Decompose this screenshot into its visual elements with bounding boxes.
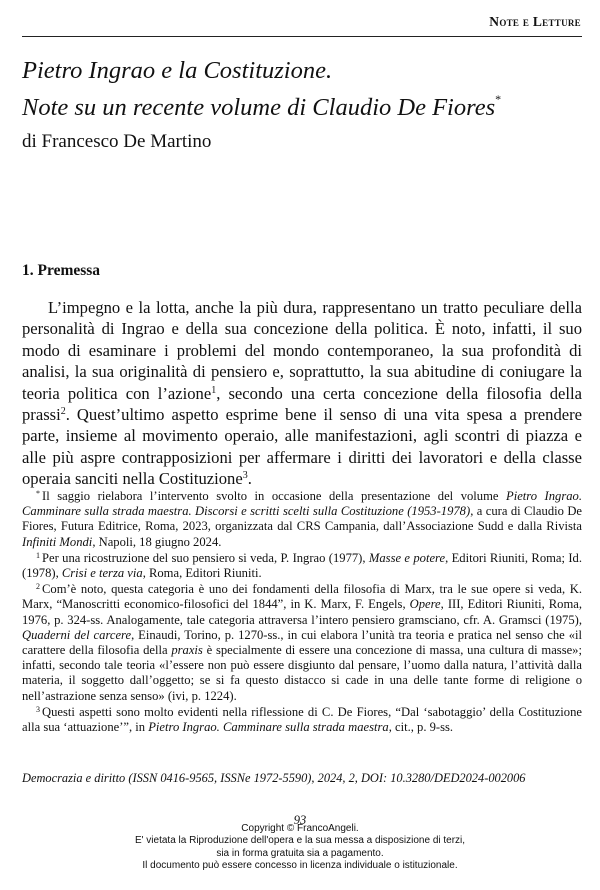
section-header: Note e Letture bbox=[489, 14, 581, 29]
copyright-line-2: E' vietata la Riproduzione dell'opera e la sua messa a disposizione di terzi, bbox=[134, 835, 466, 847]
title-footnote-marker[interactable]: * bbox=[495, 92, 502, 106]
book-title: Opere bbox=[409, 597, 441, 612]
title-line-2: Note su un recente volume di Claudio De Fiores bbox=[22, 94, 496, 121]
footnote-text: , Einaudi, Torino, p. 1270-ss., in cui elabora l’unità tra teoria e pratica nel senso che «il carattere della filosofia della bbox=[22, 627, 582, 658]
footnote-text: , cit., p. 9-ss. bbox=[388, 720, 454, 735]
book-title: Pietro Ingrao. Camminare sulla strada maestra bbox=[148, 720, 389, 735]
footnote-text: Com’è noto, questa categoria è uno dei fondamenti della filosofia di Marx, tra le sue opere si veda, K. Marx, “Manoscritti economico-filosofici del 1844”, in K. Marx, F. Engels, bbox=[22, 582, 582, 612]
body-paragraph bbox=[22, 297, 582, 490]
footnote-text: , Roma, Editori Riuniti. bbox=[142, 566, 262, 581]
footnote-text: , Napoli, 18 giugno 2024. bbox=[92, 534, 222, 549]
paragraph-text-1: L’impegno e la lotta, anche la più dura, rappresentano un tratto peculiare della personalità di Ingrao e della sua concezione della politica. È noto, infatti, il suo modo di esaminare i problemi del mondo contemporaneo, la sua profondità di analisi, la sua originalità di pensiero e, soprattutto, la sua abitudine di coniugare la teoria politica con l’azione bbox=[22, 298, 582, 403]
footnote-text: , III, Editori Riuniti, Roma, 1976, p. 324-ss. Analogamente, tale categoria attraversa l’intero pensiero gramsciano, cfr. A. Gramsci (1975), bbox=[22, 597, 582, 627]
section-heading: 1. Premessa bbox=[22, 262, 101, 279]
journal-citation: Democrazia e diritto (ISSN 0416-9565, ISSNe 1972-5590), 2024, 2, DOI: 10.3280/DED2024-002006 bbox=[22, 771, 526, 785]
book-title: Quaderni del carcere bbox=[22, 627, 132, 642]
footnote-marker: 3 bbox=[36, 704, 40, 714]
footnote-text: Il saggio rielabora l’intervento svolto in occasione della presentazione del volume bbox=[42, 489, 507, 503]
footnote-3 bbox=[22, 705, 582, 735]
footnote-2 bbox=[22, 582, 582, 704]
footnote-text: Questi aspetti sono molto evidenti nella riflessione di C. De Fiores, “Dal ‘sabotaggio’ della Costituzione alla sua ‘attuazione’”, in bbox=[22, 704, 582, 735]
copyright-line-1: Copyright © FrancoAngeli. bbox=[241, 823, 359, 834]
title-line-1: Pietro Ingrao e la Costituzione. bbox=[22, 57, 333, 84]
footnote-ref-1[interactable]: 1 bbox=[211, 384, 217, 396]
footnote-text: , Editori Riuniti, Roma; Id. (1978), bbox=[22, 550, 582, 581]
book-title: Pietro Ingrao. Camminare sulla strada maestra. Discorsi e scritti scelti sulla Costituzione (1953-1978) bbox=[22, 489, 582, 519]
paragraph-text-2: , secondo una certa concezione della filosofia della prassi bbox=[22, 383, 582, 425]
footnote-text: , a cura di Claudio De Fiores, Futura Editrice, Roma, 2023, organizzata dal CRS Campania, dall’Associazione Sudd e dalla Rivista bbox=[22, 504, 583, 534]
copyright-line-4: Il documento può essere concesso in licenza individuale o istituzionale. bbox=[142, 860, 458, 872]
footnote-text: Per una ricostruzione del suo pensiero si veda, P. Ingrao (1977), bbox=[42, 550, 369, 565]
footnote-ref-3[interactable]: 3 bbox=[242, 470, 248, 482]
footnotes bbox=[22, 489, 582, 736]
book-title: Crisi e terza via bbox=[61, 566, 143, 581]
copyright-notice bbox=[0, 823, 600, 873]
footnote-star bbox=[22, 489, 582, 550]
paragraph-text-3: . Quest’ultimo aspetto esprime bene il senso di una vita spesa a prendere parte, insieme al movimento operaio, alle manifestazioni, agli scontri di piazza e alle più aspre contrapposizioni per affermare i diritti dei lavoratori e della classe operaia sanciti nella Costituzione bbox=[22, 405, 582, 489]
footnote-marker: 2 bbox=[36, 582, 40, 592]
header-divider bbox=[22, 36, 582, 37]
footnote-ref-2[interactable]: 2 bbox=[60, 406, 66, 418]
page-number: 93 bbox=[293, 813, 307, 827]
term-italic: praxis bbox=[171, 643, 203, 658]
article-author: di Francesco De Martino bbox=[22, 131, 212, 152]
footnote-marker: * bbox=[36, 489, 40, 498]
copyright-line-3: sia in forma gratuita sia a pagamento. bbox=[216, 847, 384, 859]
footnote-text: è specialmente di essere una concezione di massa, una cultura di masse»; infatti, secondo tale teoria «l’essere non può essere disgiunto dal pensare, l’uomo dalla natura, l’attività dalla materia, il soggetto dall’oggetto; se si fa questo distacco si cade in una delle tante forme di religione o nell’astrazione senza senso» (ivi, p. 1224). bbox=[22, 643, 582, 703]
journal-title: Infiniti Mondi bbox=[22, 534, 93, 549]
footnote-marker: 1 bbox=[36, 550, 40, 560]
article-title bbox=[22, 56, 582, 122]
paragraph-text-4: . bbox=[247, 469, 252, 489]
footnote-1 bbox=[22, 551, 582, 581]
book-title: Masse e potere bbox=[368, 550, 446, 565]
